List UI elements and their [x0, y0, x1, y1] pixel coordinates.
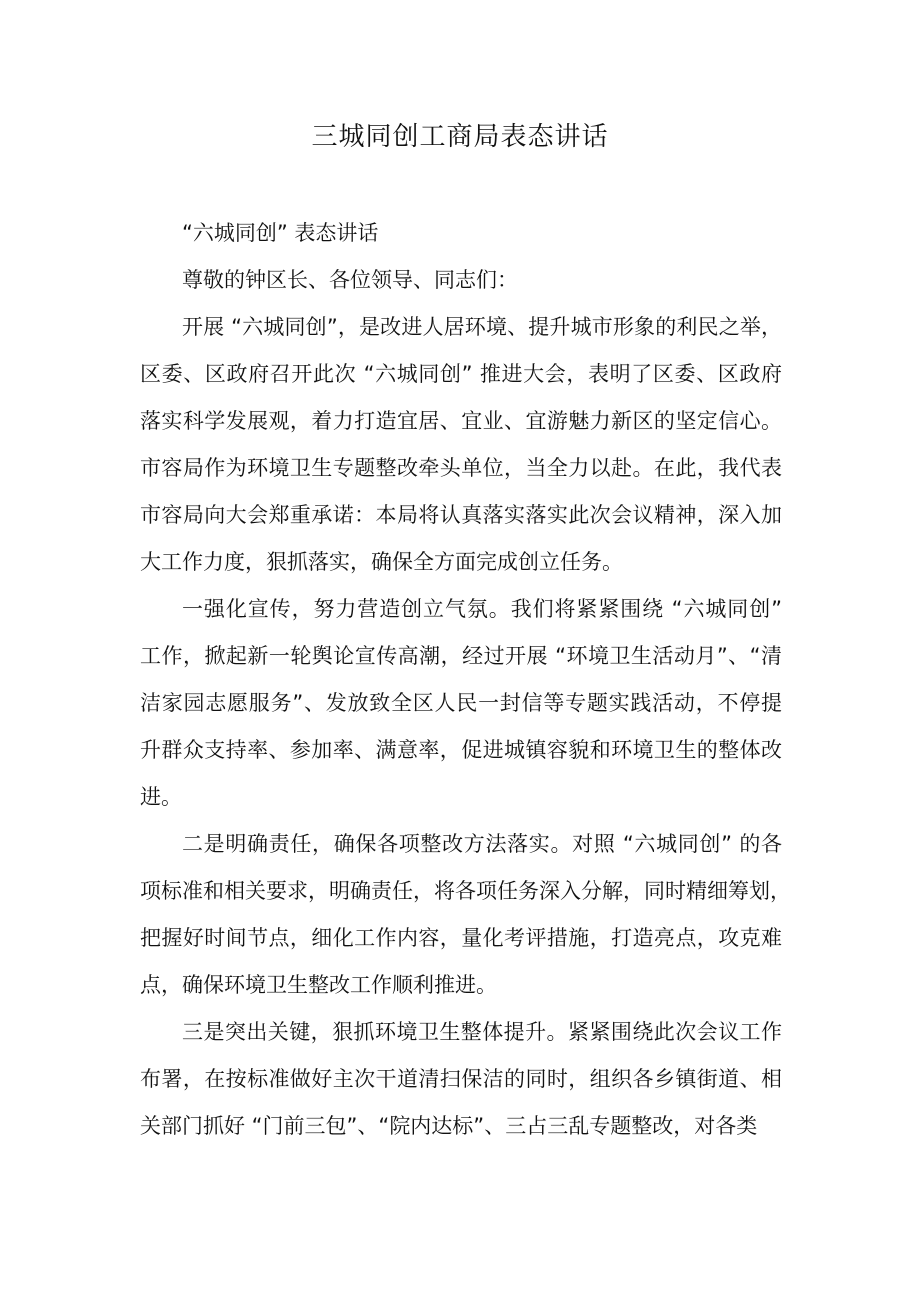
paragraph-line: 区委、区政府召开此次 “六城同创” 推进大会，表明了区委、区政府 — [140, 362, 782, 386]
paragraph-line: 市容局向大会郑重承诺：本局将认真落实落实此次会议精神，深入加 — [140, 503, 782, 527]
document-title: 三城同创工商局表态讲话 — [311, 122, 609, 152]
paragraph — [140, 821, 791, 1009]
paragraph — [140, 304, 782, 586]
document-body — [140, 210, 791, 1150]
paragraph-line: 升群众支持率、参加率、满意率，促进城镇容貌和环境卫生的整体改 — [140, 738, 782, 762]
paragraph-line: 二是明确责任，确保各项整改方法落实。对照 “六城同创” 的各 — [182, 832, 782, 856]
paragraph-line: 三是突出关键，狠抓环境卫生整体提升。紧紧围绕此次会议工作 — [182, 1020, 782, 1044]
paragraph-line: 点，确保环境卫生整改工作顺利推进。 — [140, 973, 497, 997]
paragraph-line: 落实科学发展观，着力打造宜居、宜业、宜游魅力新区的坚定信心。 — [140, 409, 782, 433]
paragraph-line: 一强化宣传，努力营造创立气氛。我们将紧紧围绕 “六城同创” — [182, 597, 782, 621]
paragraph-line: 市容局作为环境卫生专题整改牵头单位，当全力以赴。在此，我代表 — [140, 456, 782, 480]
paragraph-line: 把握好时间节点，细化工作内容，量化考评措施，打造亮点，攻克难 — [140, 926, 782, 950]
paragraph-line: “六城同创” 表态讲话 — [182, 221, 379, 245]
paragraph — [140, 257, 782, 304]
paragraph-line: 工作，掀起新一轮舆论宣传高潮，经过开展 “环境卫生活动月”、“清 — [140, 644, 782, 668]
paragraph-line: 项标准和相关要求，明确责任，将各项任务深入分解，同时精细筹划， — [140, 879, 791, 903]
paragraph-line: 洁家园志愿服务”、发放致全区人民一封信等专题实践活动，不停提 — [140, 691, 782, 715]
paragraph-line: 开展 “六城同创”，是改进人居环境、提升城市形象的利民之举， — [182, 315, 782, 339]
paragraph-line: 布署，在按标准做好主次干道清扫保洁的同时，组织各乡镇街道、相 — [140, 1067, 782, 1091]
paragraph — [140, 210, 782, 257]
paragraph-line: 大工作力度，狠抓落实，确保全方面完成创立任务。 — [140, 550, 623, 574]
paragraph-line: 尊敬的钟区长、各位领导、同志们： — [182, 268, 518, 292]
paragraph — [140, 586, 782, 821]
paragraph-line: 关部门抓好 “门前三包”、“院内达标”、三占三乱专题整改，对各类 — [140, 1114, 758, 1138]
paragraph-line: 进。 — [140, 785, 182, 809]
paragraph — [140, 1009, 782, 1150]
